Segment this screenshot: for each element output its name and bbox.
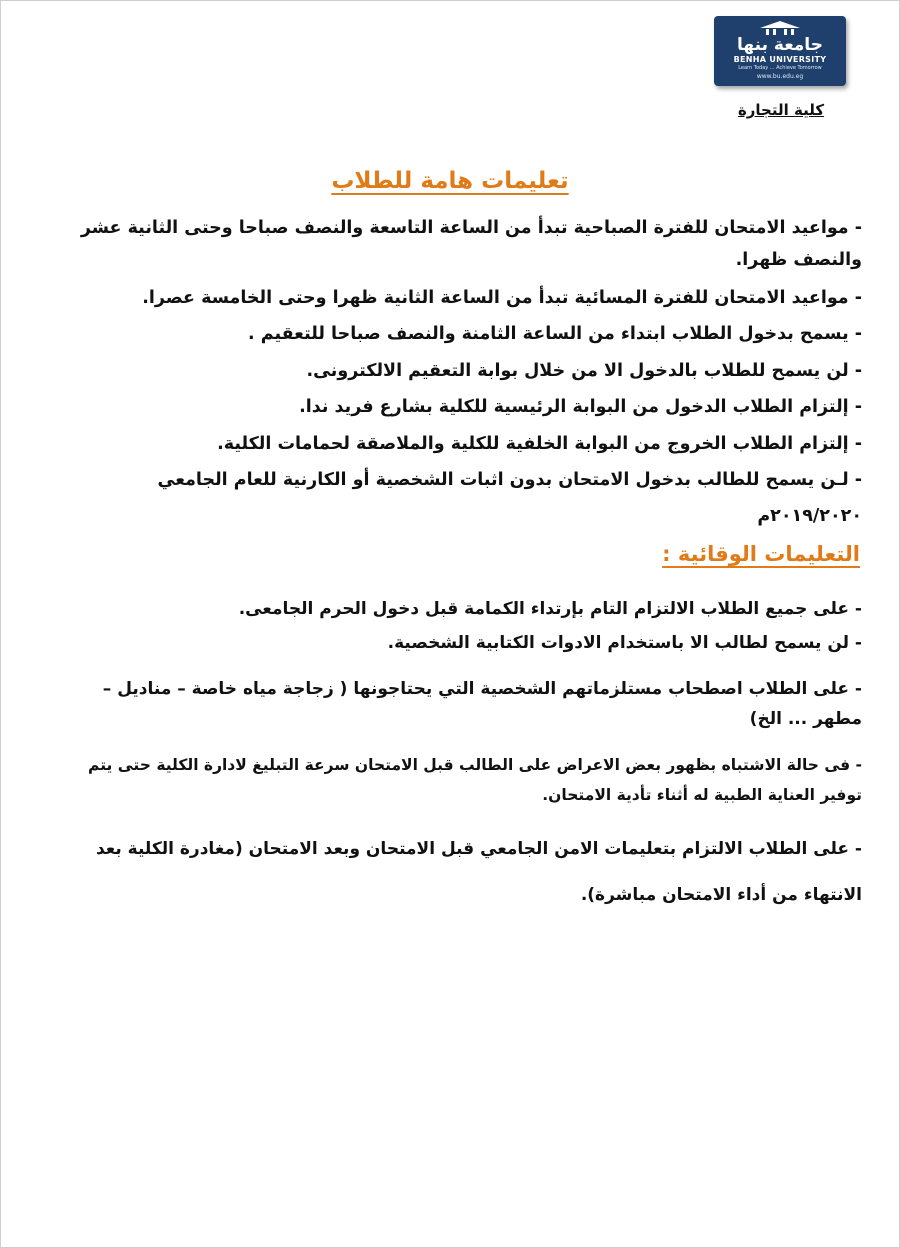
section2-list: [56, 592, 862, 918]
list-item: - على الطلاب الالتزام بتعليمات الامن الجامعي قبل الامتحان وبعد الامتحان (مغادرة الكلية بعد الانتهاء من أداء الامتحان مباشرة).: [95, 839, 862, 905]
list-item: - يسمح بدخول الطلاب ابتداء من الساعة الثامنة والنصف صباحا للتعقيم .: [247, 324, 862, 345]
list-item: - إلتزام الطلاب الخروج من البوابة الخلفية للكلية والملاصقة لحمامات الكلية.: [217, 433, 862, 454]
list-item: - إلتزام الطلاب الدخول من البوابة الرئيسية للكلية بشارع فريد ندا.: [299, 397, 862, 418]
section2-title: التعليمات الوقائية :: [662, 542, 860, 566]
university-logo: [714, 16, 846, 86]
faculty-name: كلية التجارة: [737, 101, 825, 119]
list-item: - لـن يسمح للطالب بدخول الامتحان بدون اثبات الشخصية أو الكارنية للعام الجامعي ٢٠١٩/٢٠٢٠م: [157, 470, 862, 527]
logo-english-name: BENHA UNIVERSITY: [733, 55, 827, 64]
logo-url: www.bu.edu.eg: [756, 73, 804, 80]
list-item: - مواعيد الامتحان للفترة المسائية تبدأ من الساعة الثانية ظهرا وحتى الخامسة عصرا.: [142, 288, 862, 308]
list-item: - على جميع الطلاب الالتزام التام بإرتداء الكمامة قبل دخول الحرم الجامعى.: [238, 599, 862, 619]
list-item: - مواعيد الامتحان للفترة الصباحية تبدأ من الساعة التاسعة والنصف صباحا وحتى الثانية عشر والنصف ظهرا.: [80, 218, 862, 270]
section1-list: [56, 212, 862, 535]
list-item: - على الطلاب اصطحاب مستلزماتهم الشخصية التي يحتاجونها ( زجاجة مياه خاصة – مناديل – مطهر ... الخ): [102, 679, 862, 729]
list-item: - لن يسمح لطالب الا باستخدام الادوات الكتابية الشخصية.: [387, 633, 862, 653]
list-item: - فى حالة الاشتباه بظهور بعض الاعراض على الطالب قبل الامتحان سرعة التبليغ لادارة الكلية حتى يتم توفير العناية الطبية له أثناء تأدية الامتحان.: [88, 756, 862, 804]
list-item: - لن يسمح للطلاب بالدخول الا من خلال بوابة التعقيم الالكترونى.: [306, 360, 862, 381]
university-emblem-icon: [758, 20, 802, 36]
section1-title: تعليمات هامة للطلاب: [331, 168, 569, 194]
logo-tagline: Learn Today ... Achieve Tomorrow: [738, 65, 822, 71]
logo-arabic-name: جامعة بنها: [737, 35, 823, 55]
